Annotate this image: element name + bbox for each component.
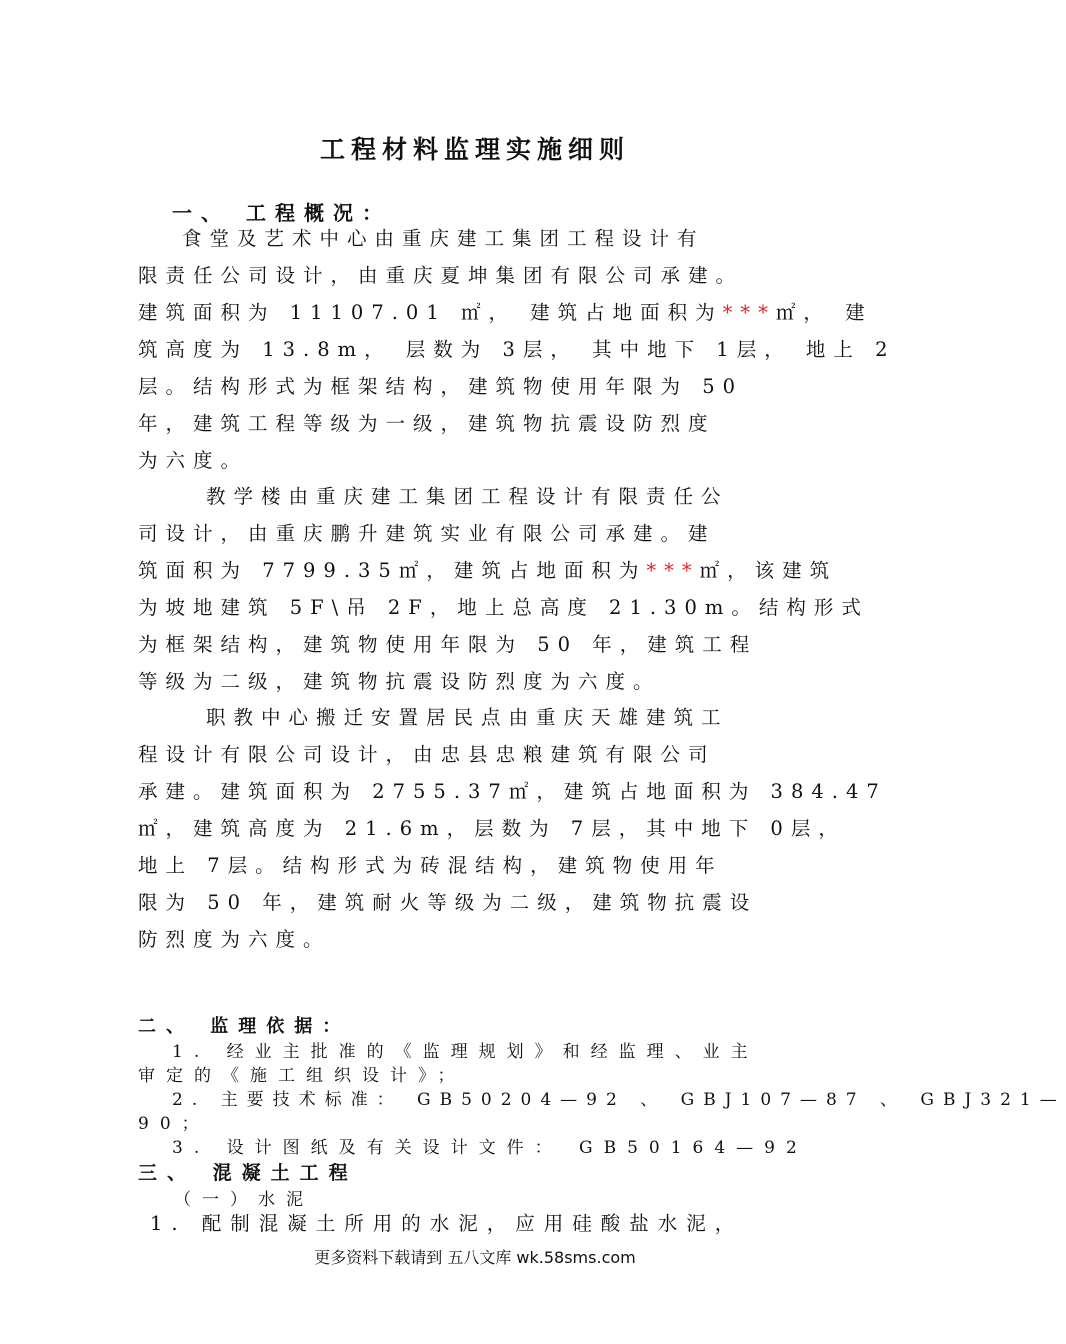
line-text: 建筑面积为 11107.01 ㎡， 建筑占地面积为 xyxy=(138,301,723,324)
paragraph-line: 1. 配制混凝土所用的水泥，应用硅酸盐水泥， xyxy=(150,1212,744,1235)
line-text: ㎡， 建 xyxy=(775,301,873,324)
redacted-value: *** xyxy=(646,559,700,582)
paragraph-line: 等级为二级，建筑物抗震设防烈度为六度。 xyxy=(138,670,661,693)
paragraph-line: 承建。建筑面积为 2755.37㎡，建筑占地面积为 384.47 xyxy=(138,780,887,803)
paragraph-line: 职教中心搬迁安置居民点由重庆天雄建筑工 xyxy=(206,706,729,729)
paragraph-line xyxy=(138,297,873,325)
paragraph-line: 食堂及艺术中心由重庆建工集团工程设计有 xyxy=(182,227,705,250)
list-item: 2. 主要技术标准： GB50204—92 、 GBJ107—87 、 GBJ321— xyxy=(172,1090,1066,1110)
redacted-value: *** xyxy=(722,301,776,324)
paragraph-line: 教学楼由重庆建工集团工程设计有限责任公 xyxy=(206,485,729,508)
paragraph-line: 为坡地建筑 5F\吊 2F，地上总高度 21.30m。结构形式 xyxy=(138,596,869,619)
paragraph-line: 地上 7层。结构形式为砖混结构，建筑物使用年 xyxy=(138,854,723,877)
list-item: 3. 设计图纸及有关设计文件： GB50164—92 xyxy=(172,1138,808,1158)
paragraph-line xyxy=(138,555,838,583)
paragraph-line: 限责任公司设计，由重庆夏坤集团有限公司承建。 xyxy=(138,264,744,287)
list-item: 审定的《施工组织设计》； xyxy=(138,1066,466,1086)
document-title: 工程材料监理实施细则 xyxy=(319,135,630,164)
section-3-heading: 三、 混凝土工程 xyxy=(138,1162,358,1184)
paragraph-line: 筑高度为 13.8m， 层数为 3层， 其中地下 1层， 地上 2 xyxy=(138,338,896,361)
paragraph-line: 防烈度为六度。 xyxy=(138,928,331,951)
paragraph-line: 司设计，由重庆鹏升建筑实业有限公司承建。建 xyxy=(138,522,716,545)
section-1-heading: 一、 工程概况： xyxy=(172,201,391,225)
subsection-heading: （一）水泥 xyxy=(174,1190,314,1210)
paragraph-line: 限为 50 年，建筑耐火等级为二级，建筑物抗震设 xyxy=(138,891,758,914)
paragraph-line: 层。结构形式为框架结构，建筑物使用年限为 50 xyxy=(138,375,744,398)
footer-text: 更多资料下载请到 五八文库 wk.58sms.com xyxy=(314,1248,636,1267)
section-2-heading: 二、 监理依据： xyxy=(138,1016,351,1037)
paragraph-line: 年，建筑工程等级为一级，建筑物抗震设防烈度 xyxy=(138,412,716,435)
line-text: 筑面积为 7799.35㎡，建筑占地面积为 xyxy=(138,559,647,582)
paragraph-line: ㎡，建筑高度为 21.6m，层数为 7层，其中地下 0层， xyxy=(138,817,846,840)
list-item: 1. 经业主批准的《监理规划》和经监理、业主 xyxy=(172,1042,759,1062)
paragraph-line: 为六度。 xyxy=(138,449,249,472)
list-item: 90； xyxy=(138,1114,210,1134)
paragraph-line: 程设计有限公司设计，由忠县忠粮建筑有限公司 xyxy=(138,743,716,766)
paragraph-line: 为框架结构，建筑物使用年限为 50 年，建筑工程 xyxy=(138,633,758,656)
line-text: ㎡，该建筑 xyxy=(699,559,838,582)
